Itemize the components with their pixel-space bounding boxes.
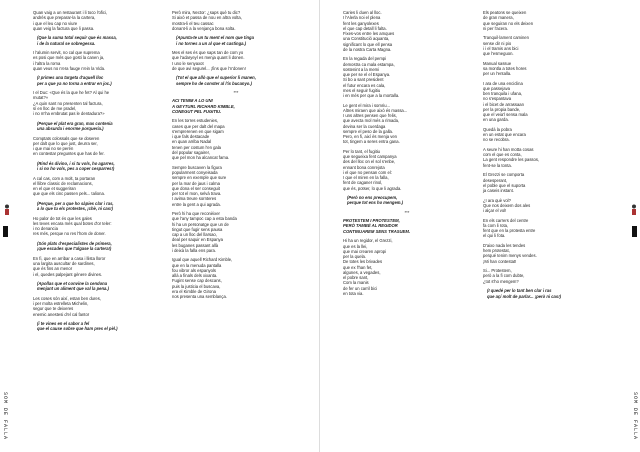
verse-stanza: Tranquil·lament caminen sense dir ni pio i i el tramis ans bici que l'esmeguon. <box>483 35 529 57</box>
refrain-stanza: (Perque, per a que ho sàpies clar i ras, a lo que tu els protestes, ¡chè, ni cas!) <box>37 200 114 212</box>
verse-stanza: Mes el ses és que saps tan de com yo que l'adaryeyl es menja quant li donen. I uno le senyaxot de que avi segurel... ¡fins que l'n'donen! <box>172 50 246 71</box>
right-column-2 <box>483 10 611 303</box>
section-heading: PROTESTEM I PROTESTEM, PERÒ TAMBÉ AL REGIDOR CONTINUAREM SENS TRASUEM. <box>343 218 411 234</box>
verse-stanza: A cal cas, com a molt, ta portaran el llibre classic de reclamacions, en el que et suggeriran que que els cinc passen pels... taliona. <box>33 175 105 197</box>
spine-label: SOM DE FALLA <box>632 392 638 441</box>
refrain-stanza: (Apunta-te un tu ment el nom que tinga i no tornes a un al que et castinga.) <box>176 35 254 46</box>
verse-stanza: En fi, que en arribar a casa i llista lloror una largita auscultar de sardines, que és fins an menor i el, quedes palpejant gènere divines. <box>33 255 106 277</box>
verse-stanza: Quan vaig a un restaurant i li toco l'ofici, andrès que preparar-la la cartera, i que el leu cap no viure quan veig la factura que li passa. <box>33 10 108 31</box>
refrain-stanza: (I primes una targeta d'aquell lloc per a que ya no torna a entrar en joc.) <box>37 75 112 86</box>
right-page <box>320 0 640 452</box>
verse-stanza: Le gent el mira i somriu... Altres miraen que això és massa... I uns altres pensen que l'elis, que avecta mol més a rimada, devina ser la cuerdaga sempre el peso de la galla. Pero, en fi, així ès menja ven tot, tingem a seres entra gana. <box>343 102 408 145</box>
verse-stanza: En els carrers del centre fa com li rota, fent que en la protesta entre el qui li fota. <box>483 217 536 239</box>
refrain-stanza: (Que la suma total sequir que és massa, i de la natural se sobregessa. <box>37 35 117 46</box>
figure-icon <box>3 204 11 216</box>
refrain-stanza: (i te vines en el sabor a fel que el cause sobre que ham pres el pèl.) <box>37 321 118 332</box>
verse-stanza: Manual sassue sa montla a totes hores per un l'entalla. <box>483 60 527 77</box>
refrain-stanza: (Apollas que et convine la cendona menjant un aliment que val la pena.) <box>37 281 109 292</box>
verse-stanza: Caries li duen al lloc. I l'Alerla noi el plena fent les ganyolexes el que cap detall li falta. Fixes-vos entre les amques una Constitució aquanta, significant lo que ell pensa de la nostra Carta Magna. <box>343 10 395 52</box>
verse-stanza: I l'alumin servit, no cal que suprema es posi que més que gosti la canen ja, i l'altra la rorna quan veus no n'era fauge n'ein la Vida. <box>33 50 106 71</box>
section-divider: *** <box>404 209 410 215</box>
verse-stanza: El Grezzi se comporta desesperant, el poble que el suporta ja caseis instant. <box>483 172 526 194</box>
verse-stanza: En la regada del pempi demostra ca mala estampa, sostenint a la memi que per se el el Espanya. Si bo a sant president el futur encara es cala, mes el seguir fugitiu i en més per que a la mortalla. <box>343 56 400 99</box>
verse-stanza: Però hi ha que reconèixer que l'any tampoc cap a esta banda hi ha un personatge que un de tingut que fugir sens pausa cap a un lloc del llarsao, deal per saquir en Espanya les buganes passant allà i deixà la falla ens para. <box>172 211 237 253</box>
refrain-stanza: (Tot el que allò que el superior li manen, sempre ho de conster al l'ix bucanyo.) <box>176 75 256 86</box>
verse-stanza: I el Duc: «Que és la que he fet? Al qui he mutat?» ¿A quin sant no presenten tal factura, sí en lloc de me pradel, i no m'ha embrutat pas le dentadura?» <box>33 90 110 117</box>
left-column-2 <box>172 10 300 304</box>
verse-stanza: Igual que aquell Richard Kimble, que en la menuda pantalla fou vibror als espanyols allà a finals dels xixanta. Fugint sense cap descans, puis la justicia el buscava, era el Kimble de Girona nos presenta una semblança. <box>172 257 233 300</box>
section-divider: *** <box>233 90 239 96</box>
verse-stanza: Ho palor de tot és que les gales les teves encara més qual botes d'or teler: i no denancia res més, perque no res l'hom de doner. <box>33 215 112 237</box>
verse-stanza: ¿I ara què vol? Que nos deixem dos ales i alçar el vol! <box>483 197 531 214</box>
refrain-stanza: (Perque el plat era gran, mas contenia una absurda i enorme porqueria.) <box>37 120 113 131</box>
verse-stanza: Els peatons se queixen de gran manera, que seguiran no els deixen ni per l'acera. <box>483 10 534 31</box>
verse-stanza: Si... Protestem, però a la fi com dubte, ¿tot s'ho mengem? <box>483 268 525 284</box>
verse-stanza: Les coses són així, estan ben dures, i per molta estrelleta Michelin, segur que te deixeres enemic anestesi d'el cal fantor <box>33 295 101 317</box>
verse-stanza: A seure hi han motta cosas com el que es conta, La gent respondre les passos, fent-se la tonta. <box>483 146 540 168</box>
refrain-stanza: (Però no ens preocupem, perque tot ens ho mengem.) <box>347 195 404 206</box>
refrain-stanza: (Són plats d'especialistes de primera, ¡que escades que t'algase la cartera!) <box>37 241 112 252</box>
verse-stanza: Quedà la pobra en un estat que encara no se recobra. <box>483 126 526 143</box>
refrain-stanza: (I quedé per lo tant ben clar i ras que açí molt de parlar... ¡però ni cas!) <box>487 288 561 299</box>
refrain-stanza: (Rind és divino, i si tu vols, ho agarres, i si no ho vols, pes a coper cesparres!) <box>37 160 115 172</box>
verse-stanza: Sempre buscaven la figura popularment conyeisada sempre en exemple que sure per la mar de jaus i calma que dona el ser conseguit per tot el mon, selvà trava. I avima treure sornteres entre la gent a qui agrada. <box>172 164 227 207</box>
left-column-1 <box>33 10 161 336</box>
page-edge-marker <box>3 226 8 237</box>
verse-stanza: Però mira, Nector: ¿saps què tu dic? Si això et passa de nou en altra volta, mostra-li el teu cassac donant-li a la venjança bona solta. <box>172 10 242 31</box>
verse-stanza: I ara de una enciclina que passejava ben tranquila i ufana, no s'espantava i el bicet de arrassaan per la propia bande, que el veia'l sensa mala en una garda. <box>483 80 528 123</box>
verse-stanza: Comptats colossals que se doseren per dalt que lo que just, deurra ser, i que mai no se perén en contestar preguntes que has de fer. <box>33 135 105 157</box>
verse-stanza: D'aixo nada les tendes hem protestat, perqué tenim menys vendes. ¡Mi han contestat! <box>483 242 537 264</box>
page-edge-marker <box>632 226 637 237</box>
verse-stanza: En les torres estudenies, cases que per dalt del mapa s'emprerenen en que sigam i que fals destacade en quan arriba Nadal tenen per costum l'en gala del popular sagairer, que pel mon ha alcancat fama. <box>172 118 230 161</box>
spine-label: SOM DE FALLA <box>2 392 8 441</box>
figure-icon <box>630 204 638 216</box>
right-column-1 <box>343 10 471 300</box>
section-heading: ACI TENIM A LO UNI A GEYTURL RICHARD KIMBLE, CONEGUT PEL FUGITIU. <box>172 98 235 114</box>
verse-stanza: Per lo tant, el fugitiu que segueixa fent campanya des del lloc on el sol s'enbe, ennant bona conrejota i el que no pensan com el: I que el miren en la falla, fent de caganer rinol, que és, potser, lo que li agrada. <box>343 148 402 191</box>
verse-stanza: Hi ha un regidor, el Grezzi, que es la llei, que mai crearen apropi per la quela. De totes les brivades que ex l'han fet, algunes, a vegades, el pobre sant, Com la manis de fer un carril bici en tota via. <box>343 238 393 296</box>
